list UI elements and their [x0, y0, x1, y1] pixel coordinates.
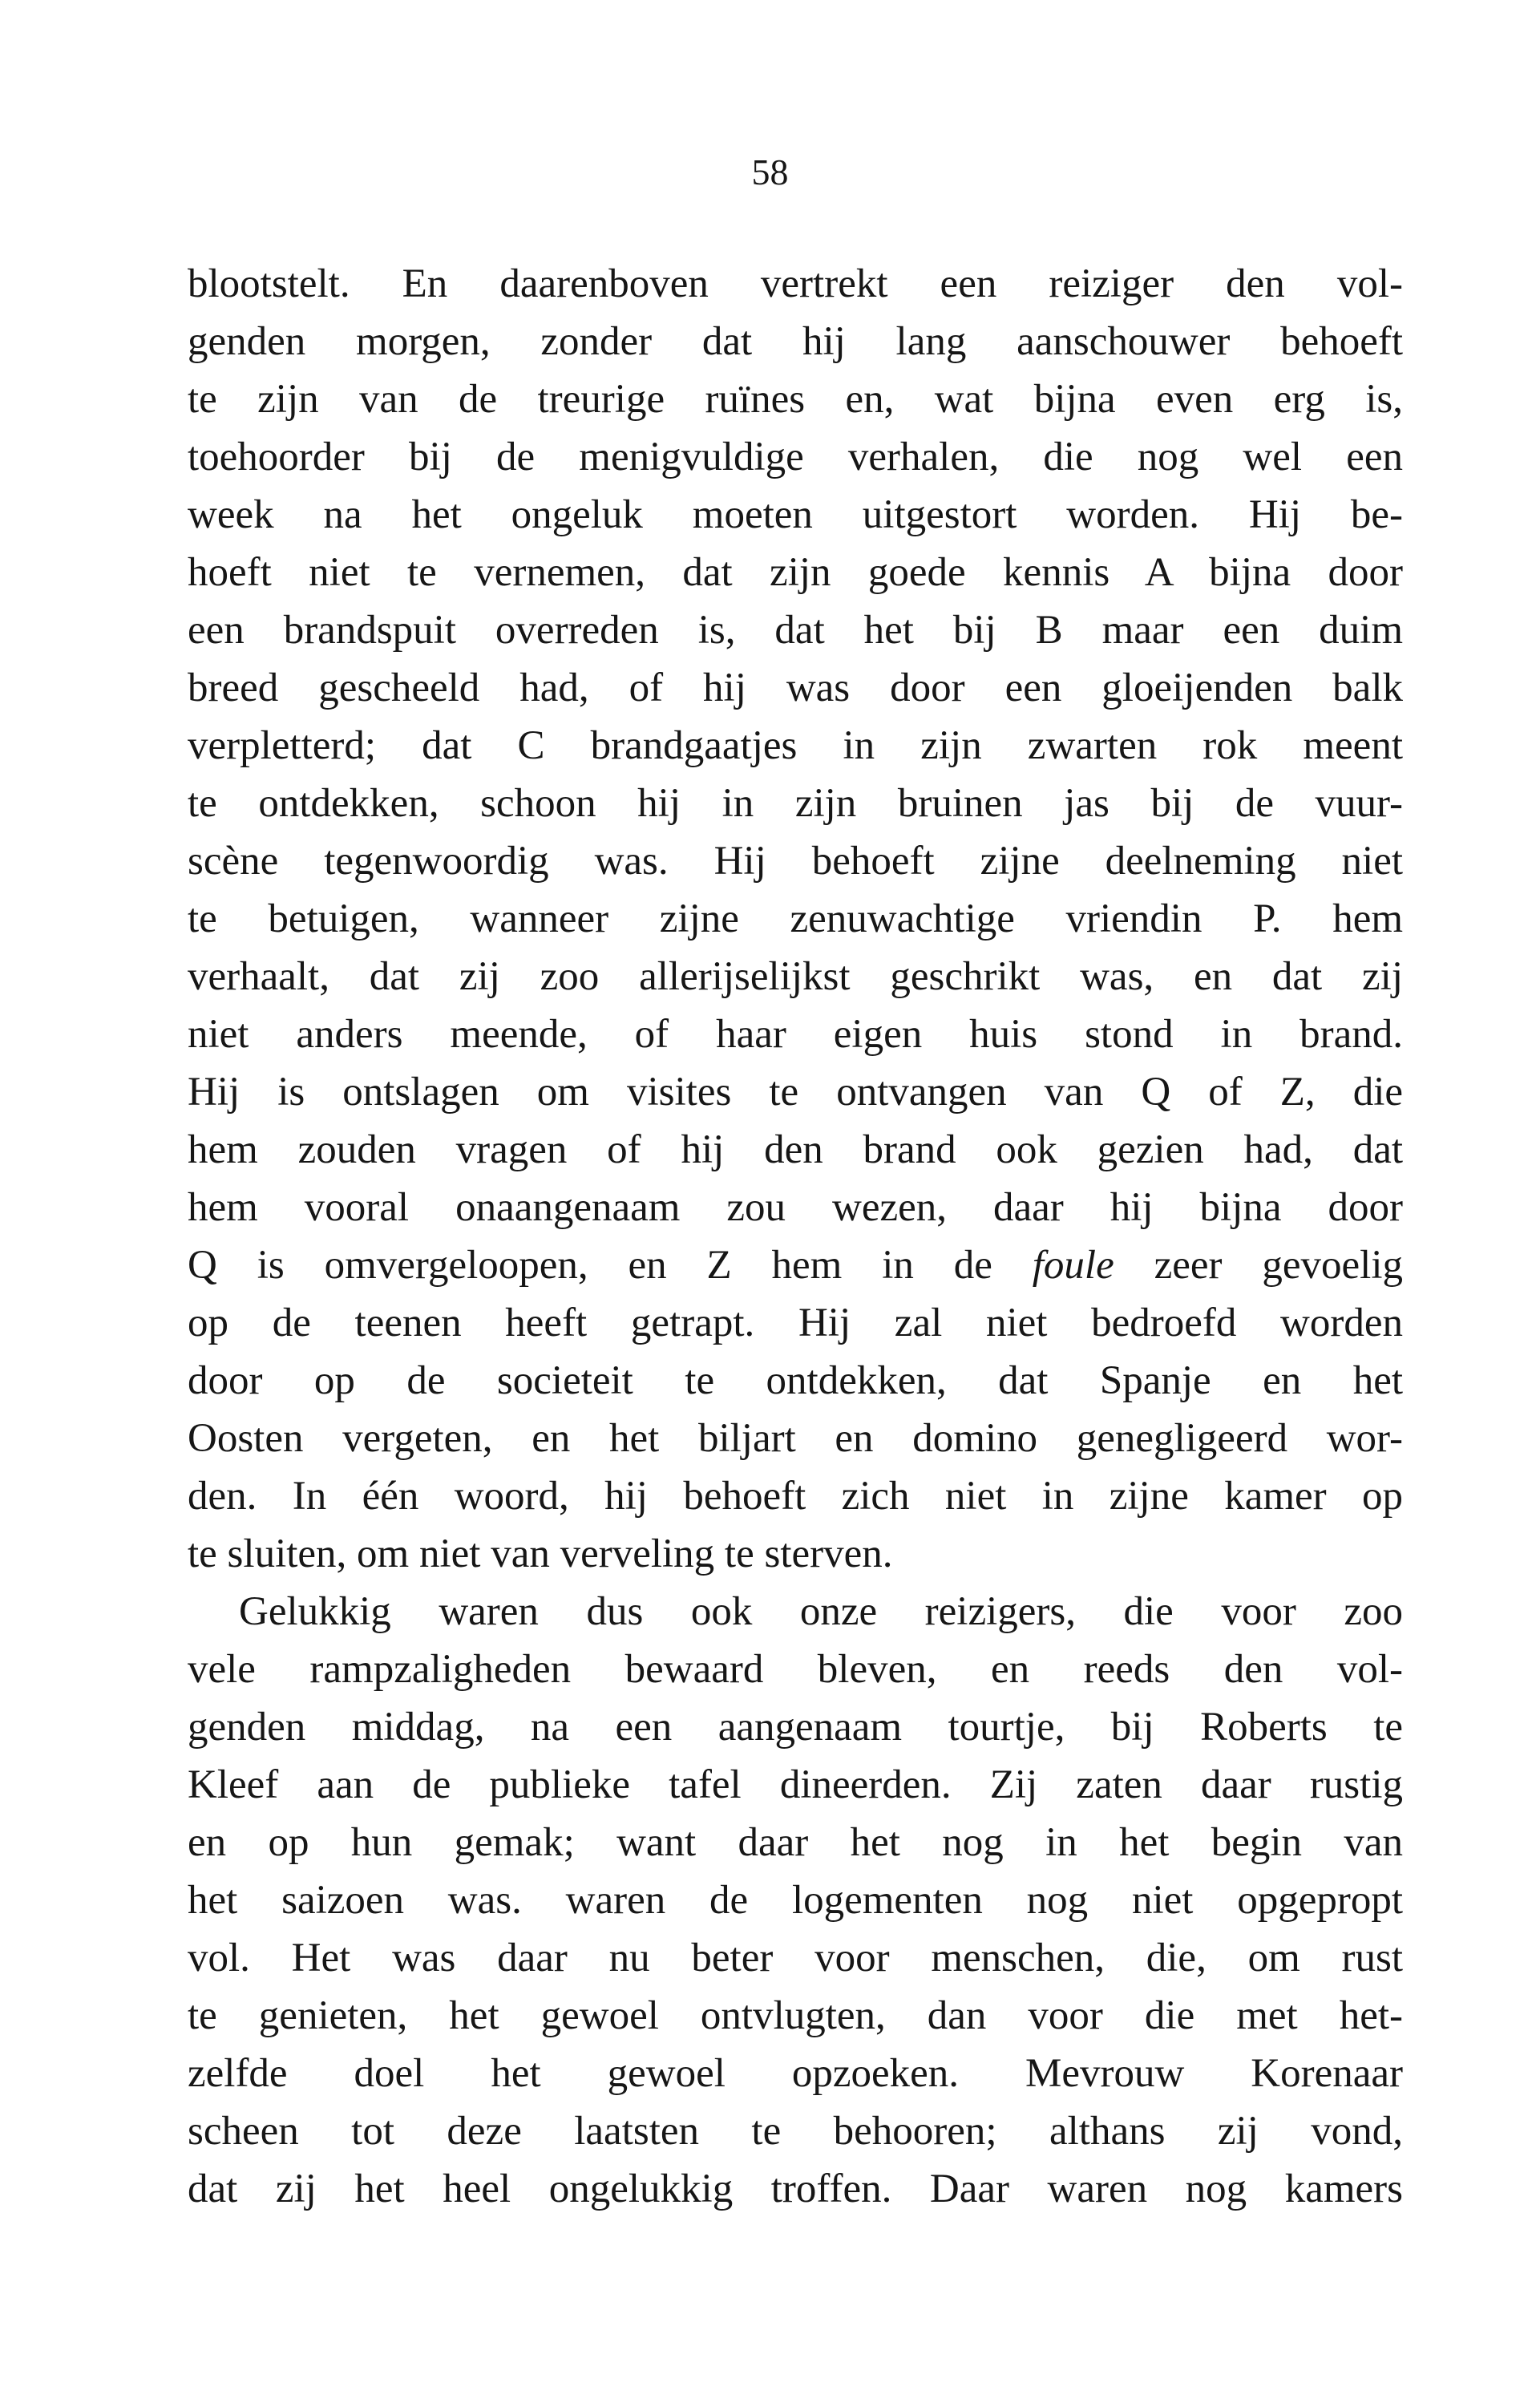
- text-line: op de teenen heeft getrapt. Hij zal niet bedroefd worden: [188, 1301, 1403, 1345]
- text-line: vele rampzaligheden bewaard bleven, en reeds den vol-: [188, 1647, 1403, 1692]
- text-line: en op hun gemak; want daar het nog in het begin van: [188, 1820, 1403, 1865]
- text-line: Gelukkig waren dus ook onze reizigers, die voor zoo: [239, 1589, 1403, 1634]
- body-text: [188, 255, 1403, 2218]
- text-line: hem zouden vragen of hij den brand ook gezien had, dat: [188, 1127, 1403, 1172]
- text-line: toehoorder bij de menigvuldige verhalen, die nog wel een: [188, 435, 1403, 479]
- text-line: verpletterd; dat C brandgaatjes in zijn zwarten rok meent: [188, 723, 1403, 768]
- text-line: [188, 1236, 1403, 1294]
- paragraph-2: [188, 1583, 1403, 2218]
- text-line: vol. Het was daar nu beter voor menschen, die, om rust: [188, 1936, 1403, 1980]
- text-line: genden middag, na een aangenaam tourtje, bij Roberts te: [188, 1705, 1403, 1750]
- text-segment: Q is omvergeloopen, en Z hem in de: [188, 1243, 1033, 1288]
- text-line: te ontdekken, schoon hij in zijn bruinen jas bij de vuur-: [188, 781, 1403, 826]
- page-number: 58: [751, 152, 789, 192]
- text-line: een brandspuit overreden is, dat het bij B maar een duim: [188, 608, 1403, 653]
- text-line: te zijn van de treurige ruïnes en, wat bijna even erg is,: [188, 377, 1403, 422]
- text-line: scheen tot deze laatsten te behooren; althans zij vond,: [188, 2109, 1403, 2154]
- text-segment: zeer gevoelig: [1114, 1243, 1403, 1288]
- text-line: zelfde doel het gewoel opzoeken. Mevrouw Korenaar: [188, 2051, 1403, 2096]
- text-line: hem vooral onaangenaam zou wezen, daar hij bijna door: [188, 1185, 1403, 1230]
- paragraph-1-continued: [188, 1294, 1403, 1583]
- text-line: scène tegenwoordig was. Hij behoeft zijne deelneming niet: [188, 839, 1403, 884]
- text-line: te betuigen, wanneer zijne zenuwachtige vriendin P. hem: [188, 896, 1403, 941]
- text-line: Oosten vergeten, en het biljart en domino genegligeerd wor-: [188, 1416, 1403, 1461]
- text-line: dat zij het heel ongelukkig troffen. Daar waren nog kamers: [188, 2166, 1403, 2211]
- paragraph-1: [188, 255, 1403, 1236]
- text-line: week na het ongeluk moeten uitgestort worden. Hij be-: [188, 492, 1403, 537]
- text-line: den. In één woord, hij behoeft zich niet in zijne kamer op: [188, 1474, 1403, 1519]
- italic-word: foule: [1032, 1243, 1114, 1288]
- text-line: Kleef aan de publieke tafel dineerden. Zij zaten daar rustig: [188, 1762, 1403, 1807]
- text-line: Hij is ontslagen om visites te ontvangen van Q of Z, die: [188, 1070, 1403, 1115]
- text-line: te sluiten, om niet van verveling te sterven.: [188, 1531, 893, 1576]
- text-line: door op de societeit te ontdekken, dat Spanje en het: [188, 1358, 1403, 1403]
- text-line: te genieten, het gewoel ontvlugten, dan voor die met het-: [188, 1993, 1403, 2038]
- text-line: genden morgen, zonder dat hij lang aanschouwer behoeft: [188, 319, 1403, 364]
- text-line: niet anders meende, of haar eigen huis stond in brand.: [188, 1012, 1403, 1057]
- text-line: breed gescheeld had, of hij was door een gloeijenden balk: [188, 666, 1403, 710]
- text-line: blootstelt. En daarenboven vertrekt een reiziger den vol-: [188, 261, 1403, 306]
- text-line: verhaalt, dat zij zoo allerijselijkst geschrikt was, en dat zij: [188, 954, 1403, 999]
- text-line: het saizoen was. waren de logementen nog niet opgepropt: [188, 1878, 1403, 1923]
- text-line: hoeft niet te vernemen, dat zijn goede kennis A bijna door: [188, 550, 1403, 595]
